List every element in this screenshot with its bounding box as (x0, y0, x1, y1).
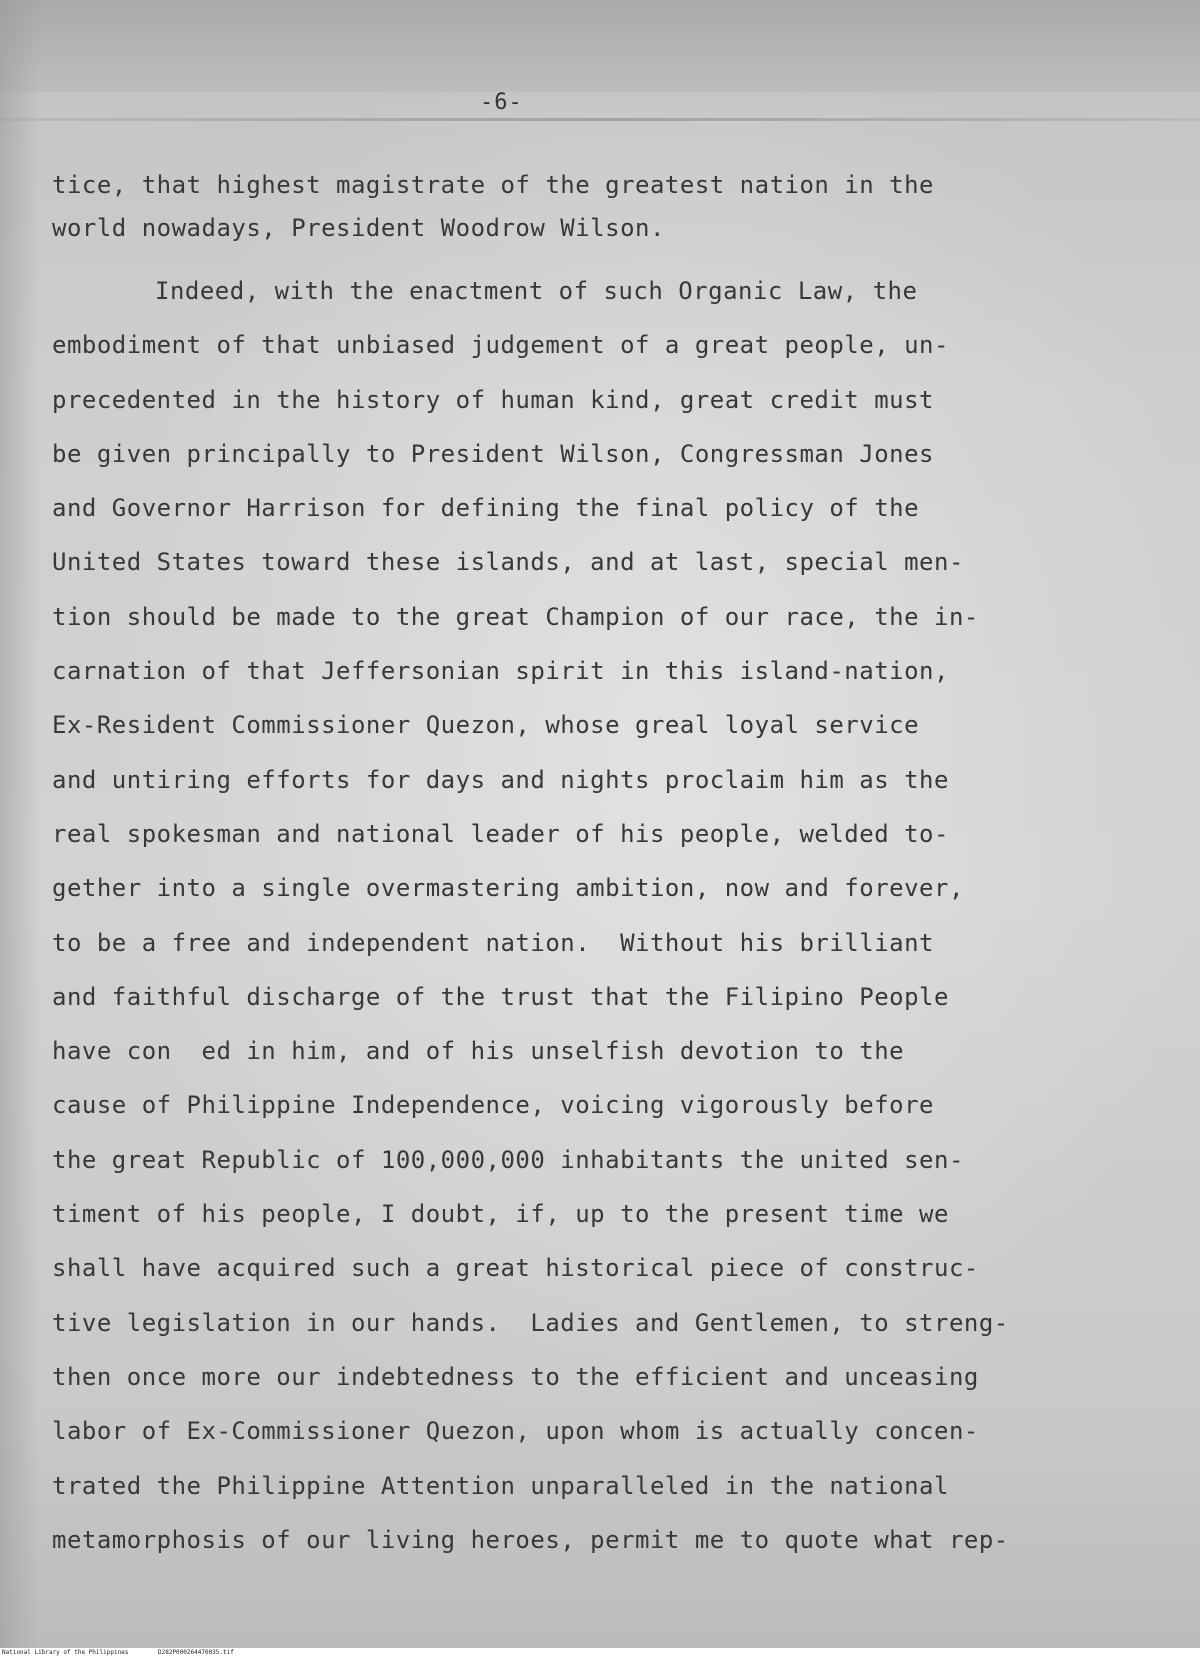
text-line: cause of Philippine Independence, voicing vigorously before (52, 1091, 935, 1120)
footer-file-id: D282P000264470035.tif (158, 1649, 234, 1656)
text-line: metamorphosis of our living heroes, permit me to quote what rep- (52, 1525, 1009, 1554)
text-line: trated the Philippine Attention unparalleled in the national (52, 1471, 949, 1500)
text-line: and faithful discharge of the trust that the Filipino People (52, 982, 949, 1011)
text-line: United States toward these islands, and at last, special men- (52, 548, 964, 577)
text-line: shall have acquired such a great historical piece of construc- (52, 1254, 979, 1283)
text-line: and Governor Harrison for defining the final policy of the (52, 494, 920, 523)
footer-library-name: National Library of the Philippines (2, 1649, 129, 1656)
page-top-shadow (0, 0, 1200, 92)
text-line: tion should be made to the great Champion of our race, the in- (52, 602, 979, 631)
page-number: -6- (480, 90, 523, 115)
text-line: labor of Ex-Commissioner Quezon, upon whom is actually concen- (52, 1417, 979, 1446)
text-line: carnation of that Jeffersonian spirit in this island-nation, (52, 657, 949, 686)
text-line: the great Republic of 100,000,000 inhabitants the united sen- (52, 1145, 964, 1174)
text-line: Indeed, with the enactment of such Organic Law, the (155, 277, 918, 305)
text-line: embodiment of that unbiased judgement of a great people, un- (52, 331, 949, 360)
text-line: real spokesman and national leader of his people, welded to- (52, 819, 949, 848)
text-line: be given principally to President Wilson, Congressman Jones (52, 439, 935, 468)
document-body (52, 164, 1172, 1567)
text-line: to be a free and independent nation. Without his brilliant (52, 928, 935, 957)
text-line: world nowadays, President Woodrow Wilson. (52, 214, 665, 242)
text-line: tive legislation in our hands. Ladies and Gentlemen, to streng- (52, 1308, 1009, 1337)
text-line: and untiring efforts for days and nights proclaim him as the (52, 765, 949, 794)
text-line: have con ed in him, and of his unselfish devotion to the (52, 1037, 905, 1066)
text-line: timent of his people, I doubt, if, up to the present time we (52, 1200, 949, 1229)
text-line: then once more our indebtedness to the efficient and unceasing (52, 1362, 979, 1391)
page-fold-line (0, 118, 1200, 121)
text-line: gether into a single overmastering ambition, now and forever, (52, 874, 964, 903)
text-line: precedented in the history of human kind, great credit must (52, 385, 935, 414)
text-line: tice, that highest magistrate of the greatest nation in the (52, 171, 935, 199)
text-line: Ex-Resident Commissioner Quezon, whose greal loyal service (52, 711, 920, 740)
page-left-shadow (0, 0, 40, 1648)
